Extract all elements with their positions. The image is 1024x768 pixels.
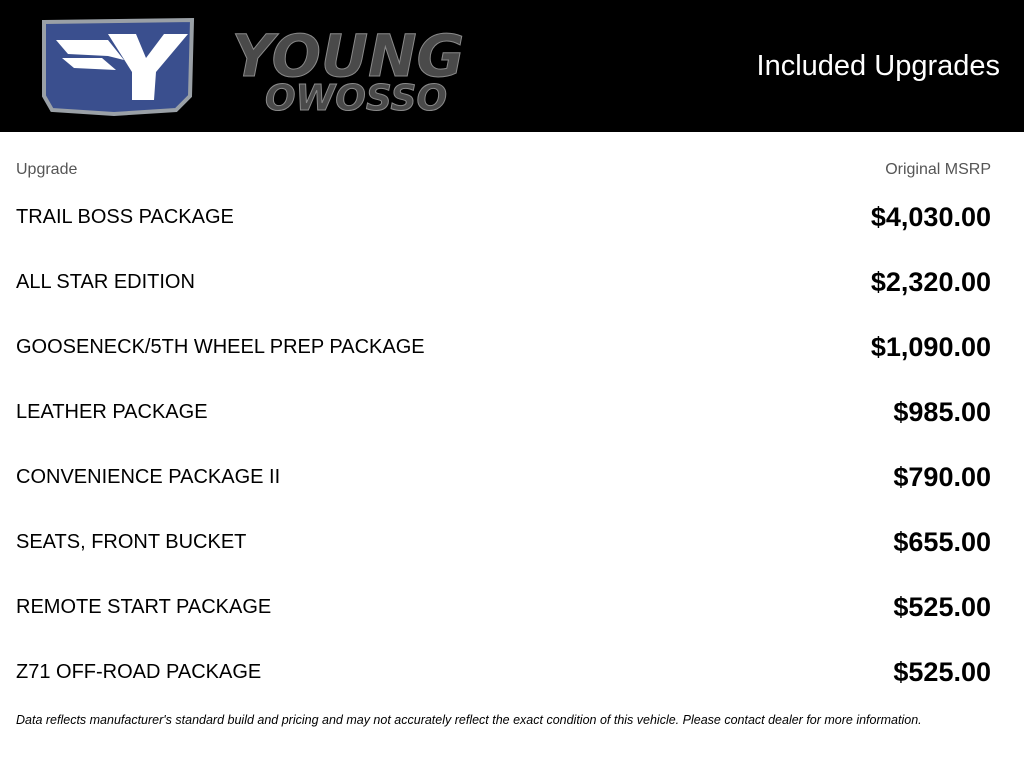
upgrade-name: TRAIL BOSS PACKAGE (16, 206, 234, 228)
upgrade-name: Z71 OFF-ROAD PACKAGE (16, 661, 262, 683)
badge-shield-icon (44, 20, 192, 114)
column-header-msrp: Original MSRP (885, 161, 991, 178)
upgrade-row (16, 325, 991, 390)
upgrade-price: $525.00 (893, 592, 991, 622)
upgrade-row (16, 455, 991, 520)
dealer-logo (38, 14, 518, 118)
upgrade-name: GOOSENECK/5TH WHEEL PREP PACKAGE (16, 336, 425, 358)
upgrade-name: CONVENIENCE PACKAGE II (16, 466, 281, 488)
upgrade-row (16, 585, 991, 650)
upgrade-price: $1,090.00 (870, 332, 991, 362)
upgrade-price: $2,320.00 (870, 267, 991, 297)
upgrade-price: $790.00 (893, 462, 991, 492)
upgrade-name: REMOTE START PACKAGE (16, 596, 272, 618)
column-header-upgrade: Upgrade (16, 161, 78, 178)
upgrade-row (16, 520, 991, 585)
page-title: Included Upgrades (756, 50, 1000, 82)
logo-brand-line1: YOUNG (231, 22, 465, 90)
upgrade-row (16, 390, 991, 455)
upgrades-list (16, 195, 991, 715)
upgrade-price: $655.00 (893, 527, 991, 557)
upgrade-price: $985.00 (893, 397, 991, 427)
upgrade-row (16, 650, 991, 715)
upgrade-price: $525.00 (893, 657, 991, 687)
upgrade-price: $4,030.00 (870, 202, 991, 232)
upgrade-name: ALL STAR EDITION (16, 271, 195, 293)
disclaimer-text: Data reflects manufacturer's standard build and pricing and may not accurately reflect the exact condition of this vehicle. Please contact dealer for more information. (16, 713, 922, 727)
upgrade-row (16, 260, 991, 325)
logo-brand-line2: OWOSSO (264, 78, 448, 118)
header-bar (0, 0, 1024, 132)
upgrade-name: SEATS, FRONT BUCKET (16, 531, 247, 553)
upgrade-row (16, 195, 991, 260)
upgrade-name: LEATHER PACKAGE (16, 401, 208, 423)
